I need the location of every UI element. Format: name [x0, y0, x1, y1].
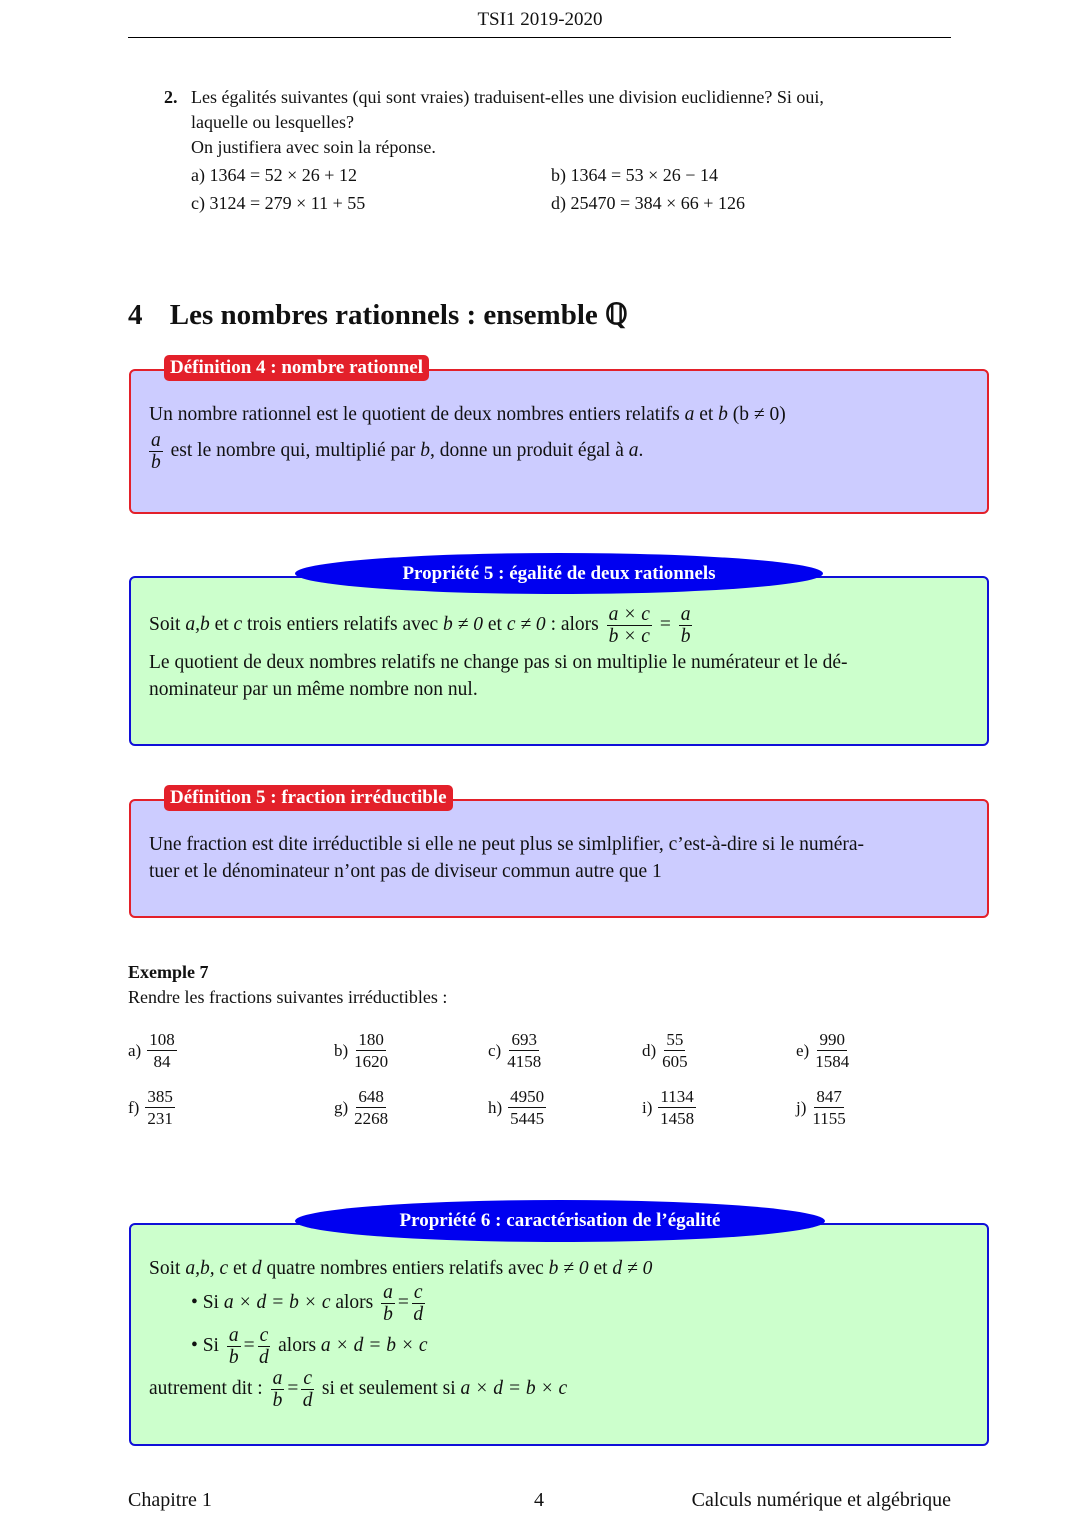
- math: c: [233, 613, 243, 635]
- section-title: Les nombres rationnels : ensemble ℚ: [169, 299, 628, 331]
- footer-chapter: Chapitre 1: [128, 1489, 212, 1511]
- fraction: [301, 1368, 314, 1411]
- fraction: [147, 1029, 177, 1072]
- text: trois entiers relatifs avec: [247, 613, 439, 635]
- text: Soit: [149, 613, 181, 635]
- equals: =: [243, 1334, 255, 1356]
- fraction: [258, 1325, 271, 1368]
- numerator: c: [413, 1282, 423, 1303]
- fraction: [412, 1282, 425, 1325]
- numerator: a: [228, 1325, 239, 1346]
- math: b ≠ 0: [548, 1258, 589, 1279]
- definition-4-line-1: [149, 401, 969, 428]
- bullet-icon: •: [191, 1291, 198, 1313]
- text: et: [593, 1258, 608, 1279]
- fraction: [354, 1086, 388, 1129]
- fraction-label: h): [488, 1097, 503, 1117]
- denominator: 84: [153, 1052, 171, 1071]
- denominator: 231: [147, 1109, 173, 1128]
- example-fraction: [642, 1086, 699, 1129]
- fraction: [508, 1086, 546, 1129]
- fraction: [145, 1086, 175, 1129]
- numerator: 847: [816, 1087, 842, 1106]
- numerator: c: [303, 1368, 312, 1389]
- fraction: [812, 1086, 845, 1129]
- denominator: d: [413, 1304, 424, 1325]
- text: alors: [278, 1334, 317, 1356]
- fraction: [227, 1325, 241, 1368]
- numerator: a: [680, 604, 691, 625]
- denominator: 1155: [812, 1109, 846, 1128]
- numerator: a × c: [608, 604, 650, 625]
- text: et: [232, 1258, 248, 1279]
- denominator: d: [259, 1347, 269, 1368]
- exercise-item: a) 1364 = 52 × 26 + 12: [191, 165, 357, 185]
- text: : alors: [550, 613, 599, 635]
- denominator: 1458: [660, 1109, 695, 1128]
- text: Si: [202, 1291, 219, 1313]
- fraction: [507, 1029, 541, 1072]
- fraction-label: i): [642, 1097, 653, 1117]
- math: a × d = b × c: [460, 1377, 568, 1399]
- header-rule: [128, 37, 951, 38]
- text: .: [638, 439, 644, 461]
- footer-title: Calculs numérique et algébrique: [691, 1489, 951, 1511]
- property-6-line-1: [149, 1255, 969, 1282]
- fraction: [149, 430, 163, 473]
- example-fraction: [488, 1029, 544, 1072]
- fraction: [271, 1368, 285, 1411]
- exercise-line: laquelle ou lesquelles?: [191, 112, 354, 132]
- property-6-bullet-2: [149, 1325, 969, 1368]
- numerator: 385: [147, 1087, 173, 1106]
- equals: =: [287, 1377, 299, 1399]
- denominator: 2268: [354, 1109, 389, 1128]
- definition-4-line-2: [149, 430, 969, 473]
- math: b ≠ 0: [443, 613, 483, 635]
- exercise-item: d) 25470 = 384 × 66 + 126: [551, 193, 745, 213]
- example-title: Exemple 7: [128, 962, 209, 982]
- text: alors: [335, 1291, 374, 1313]
- text: est le nombre qui, multiplié par: [170, 439, 416, 461]
- text: quatre nombres entiers relatifs avec: [266, 1258, 544, 1279]
- math: a × d = b × c: [223, 1291, 331, 1313]
- definition-5-label: Définition 5 : fraction irréductible: [164, 785, 453, 811]
- numerator: 180: [358, 1030, 384, 1049]
- exercise-item: b) 1364 = 53 × 26 − 14: [551, 165, 718, 185]
- fraction-label: f): [128, 1097, 140, 1117]
- text: Un nombre rationnel est le quotient de deux nombres entiers relatifs: [149, 404, 680, 425]
- math: (b ≠ 0): [732, 404, 786, 425]
- denominator: b: [151, 452, 161, 473]
- math: b: [420, 439, 431, 461]
- denominator: b: [383, 1304, 393, 1325]
- equals: =: [397, 1291, 409, 1313]
- text: Si: [202, 1334, 219, 1356]
- example-fraction: [334, 1086, 391, 1129]
- text: autrement dit :: [149, 1377, 263, 1399]
- property-5-line-3: nominateur par un même nombre non nul.: [149, 679, 478, 700]
- denominator: 5445: [510, 1109, 545, 1128]
- fraction: [662, 1029, 688, 1072]
- denominator: d: [302, 1390, 313, 1411]
- text: si et seulement si: [321, 1377, 456, 1399]
- fraction-label: e): [796, 1040, 810, 1060]
- numerator: 4950: [510, 1087, 545, 1106]
- example-fraction: [488, 1086, 549, 1129]
- math: a,b, c: [185, 1258, 229, 1279]
- math: a: [684, 404, 695, 425]
- math: c ≠ 0: [506, 613, 546, 635]
- numerator: 108: [149, 1030, 175, 1049]
- numerator: c: [259, 1325, 269, 1346]
- fraction: [381, 1282, 395, 1325]
- fraction: [679, 604, 693, 647]
- denominator: 1620: [354, 1052, 389, 1071]
- denominator: 605: [662, 1052, 688, 1071]
- section-number: 4: [128, 299, 143, 331]
- fraction-label: g): [334, 1097, 349, 1117]
- math: d ≠ 0: [612, 1258, 653, 1279]
- example-fraction: [128, 1029, 180, 1072]
- property-6-box: [129, 1223, 989, 1446]
- fraction-label: c): [488, 1040, 502, 1060]
- definition-5-line-1: Une fraction est dite irréductible si elle ne peut plus se simlplifier, c’est-à-dire si le numéra-: [149, 834, 865, 855]
- fraction-label: a): [128, 1040, 142, 1060]
- bullet-icon: •: [191, 1334, 198, 1356]
- example-fraction: [796, 1086, 849, 1129]
- numerator: 55: [666, 1030, 684, 1049]
- denominator: b: [228, 1347, 239, 1368]
- equals: =: [659, 613, 671, 635]
- denominator: 1584: [815, 1052, 850, 1071]
- example-fraction: [796, 1029, 852, 1072]
- fraction-label: j): [796, 1097, 807, 1117]
- property-5-label: Propriété 5 : égalité de deux rationnels: [295, 553, 823, 594]
- denominator: b: [680, 626, 691, 647]
- numerator: a: [151, 430, 161, 451]
- fraction: [607, 604, 652, 647]
- definition-4-label: Définition 4 : nombre rationnel: [164, 355, 429, 381]
- exercise-item: c) 3124 = 279 × 11 + 55: [191, 193, 366, 213]
- page-header: TSI1 2019-2020: [477, 9, 603, 30]
- text: et: [214, 613, 229, 635]
- property-5-line-2: Le quotient de deux nombres relatifs ne change pas si on multiplie le numérateur et le dé-: [149, 652, 848, 673]
- property-6-conclusion: [149, 1368, 969, 1411]
- definition-5-line-2: tuer et le dénominateur n’ont pas de diviseur commun autre que 1: [149, 861, 662, 882]
- text: et: [699, 404, 714, 425]
- numerator: 990: [819, 1030, 845, 1049]
- property-6-label: Propriété 6 : caractérisation de l’égalité: [295, 1200, 825, 1242]
- math: b: [718, 404, 728, 425]
- fraction: [658, 1086, 695, 1129]
- fraction-label: d): [642, 1040, 657, 1060]
- exercise-line: On justifiera avec soin la réponse.: [191, 137, 436, 157]
- example-fraction: [334, 1029, 391, 1072]
- definition-5-box: [129, 799, 989, 918]
- numerator: a: [272, 1368, 283, 1389]
- fraction: [354, 1029, 388, 1072]
- exercise-number: 2.: [164, 87, 178, 107]
- example-fraction: [642, 1029, 691, 1072]
- property-5-box: [129, 576, 989, 746]
- numerator: a: [383, 1282, 393, 1303]
- numerator: 693: [511, 1030, 537, 1049]
- math: a,b: [185, 613, 210, 635]
- denominator: b: [272, 1390, 283, 1411]
- text: Soit: [149, 1258, 181, 1279]
- property-6-bullet-1: [149, 1282, 969, 1325]
- section-heading: [128, 297, 628, 332]
- property-5-line-1: [149, 604, 969, 647]
- text: , donne un produit égal à: [430, 439, 624, 461]
- numerator: 1134: [660, 1087, 694, 1106]
- example-text: Rendre les fractions suivantes irréductibles :: [128, 987, 448, 1007]
- text: et: [487, 613, 502, 635]
- math: a × d = b × c: [320, 1334, 428, 1356]
- denominator: b × c: [608, 626, 650, 647]
- math: d: [251, 1258, 262, 1279]
- definition-4-box: [129, 369, 989, 514]
- footer-page-number: 4: [534, 1489, 544, 1511]
- denominator: 4158: [507, 1052, 542, 1071]
- exercise-line: Les égalités suivantes (qui sont vraies) traduisent-elles une division euclidienne? Si oui,: [191, 87, 824, 107]
- math: a: [628, 439, 639, 461]
- example-fraction: [128, 1086, 178, 1129]
- fraction: [815, 1029, 849, 1072]
- fraction-label: b): [334, 1040, 349, 1060]
- numerator: 648: [358, 1087, 384, 1106]
